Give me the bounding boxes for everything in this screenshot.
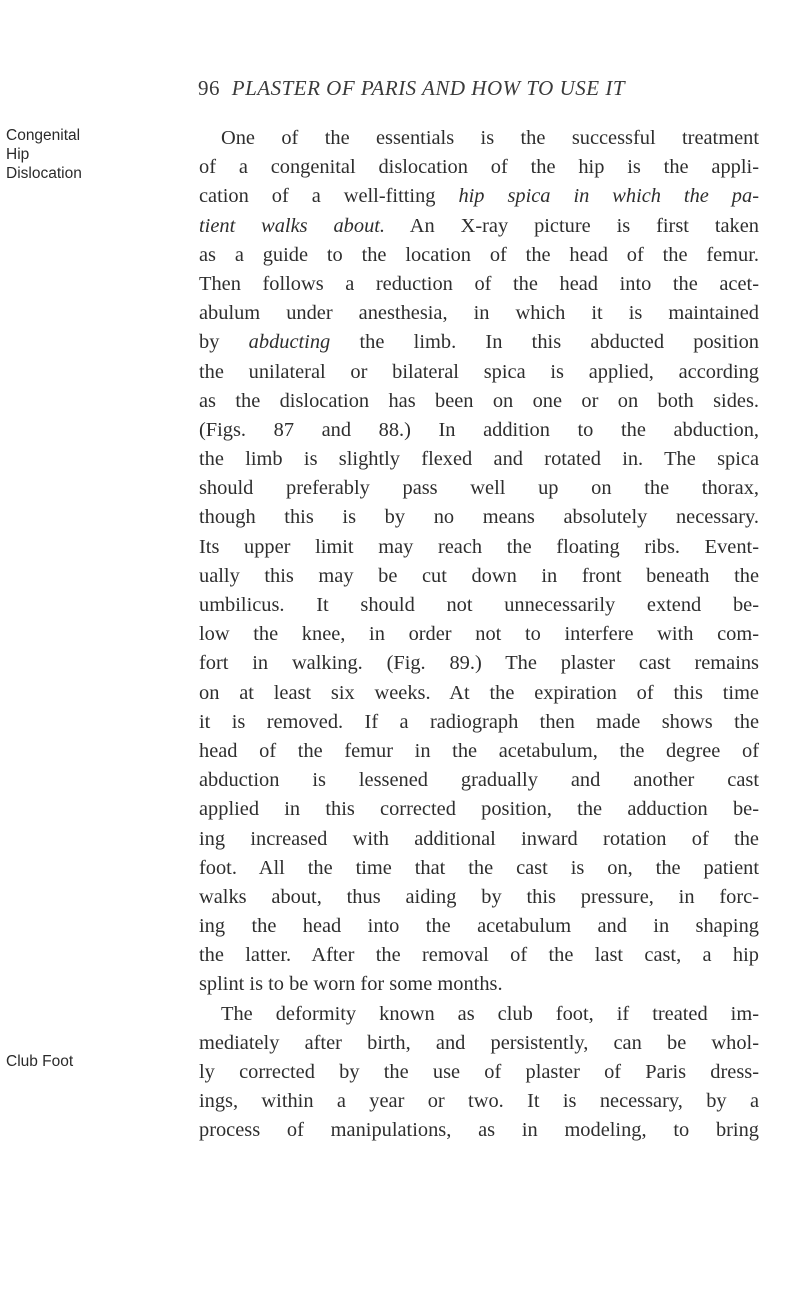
text-line: process of manipulations, as in modeling, to bring (199, 1119, 759, 1142)
margin-note-line: Congenital (6, 127, 81, 144)
text-line: head of the femur in the acetabulum, the degree of (199, 739, 759, 762)
text-line: tient walks about. An X-ray picture is first taken (199, 214, 759, 237)
text-line: by abducting the limb. In this abducted position (199, 331, 759, 354)
margin-note-line: Hip (6, 146, 30, 163)
text-line: Then follows a reduction of the head into the acet- (199, 272, 759, 295)
text-line: should preferably pass well up on the thorax, (199, 477, 759, 500)
margin-note-congenital-hip-dislocation (6, 126, 106, 183)
text-line: (Figs. 87 and 88.) In addition to the abduction, (199, 418, 759, 441)
text-line: mediately after birth, and persistently, can be whol- (199, 1031, 759, 1054)
text-line: as a guide to the location of the head of the femur. (199, 243, 759, 266)
text-line: splint is to be worn for some months. (199, 973, 503, 996)
text-line: The deformity known as club foot, if treated im- (221, 1002, 759, 1025)
text-line: Its upper limit may reach the floating ribs. Event- (199, 535, 759, 558)
text-line: though this is by no means absolutely necessary. (199, 506, 759, 529)
text-line: the latter. After the removal of the last cast, a hip (199, 944, 759, 967)
text-line: applied in this corrected position, the adduction be- (199, 798, 759, 821)
text-line: ually this may be cut down in front beneath the (199, 564, 759, 587)
text-line: abulum under anesthesia, in which it is maintained (199, 302, 759, 325)
text-line: umbilicus. It should not unnecessarily extend be- (199, 594, 759, 616)
text-line: the unilateral or bilateral spica is applied, according (199, 360, 759, 383)
page-number: 96 (198, 76, 220, 100)
text-line: the limb is slightly flexed and rotated in. The spica (199, 448, 759, 471)
text-line: it is removed. If a radiograph then made shows the (199, 710, 759, 733)
text-line: cation of a well-fitting hip spica in which the pa- (199, 185, 759, 208)
margin-note-line: Club Foot (6, 1053, 74, 1070)
text-line: ing the head into the acetabulum and in shaping (199, 915, 759, 938)
text-line: ing increased with additional inward rotation of the (199, 827, 759, 850)
text-line: ly corrected by the use of plaster of Paris dress- (199, 1061, 759, 1083)
text-line: fort in walking. (Fig. 89.) The plaster cast remains (199, 652, 759, 675)
body-text (199, 124, 759, 1146)
paragraph (199, 124, 759, 1000)
paragraph (199, 1000, 759, 1146)
running-header (198, 76, 758, 101)
text-line: abduction is lessened gradually and another cast (199, 769, 759, 792)
running-title: PLASTER OF PARIS AND HOW TO USE IT (231, 76, 626, 100)
text-line: walks about, thus aiding by this pressure, in forc- (199, 885, 759, 908)
margin-note-club-foot (6, 1052, 106, 1071)
text-line: foot. All the time that the cast is on, the patient (199, 856, 759, 879)
text-line: ings, within a year or two. It is necessary, by a (199, 1090, 759, 1113)
text-line: One of the essentials is the successful treatment (221, 127, 759, 149)
text-line: as the dislocation has been on one or on both sides. (199, 389, 759, 412)
text-line: on at least six weeks. At the expiration of this time (199, 681, 759, 704)
text-line: low the knee, in order not to interfere with com- (199, 623, 759, 646)
text-line: of a congenital dislocation of the hip is the appli- (199, 156, 759, 179)
margin-note-line: Dislocation (6, 165, 82, 182)
